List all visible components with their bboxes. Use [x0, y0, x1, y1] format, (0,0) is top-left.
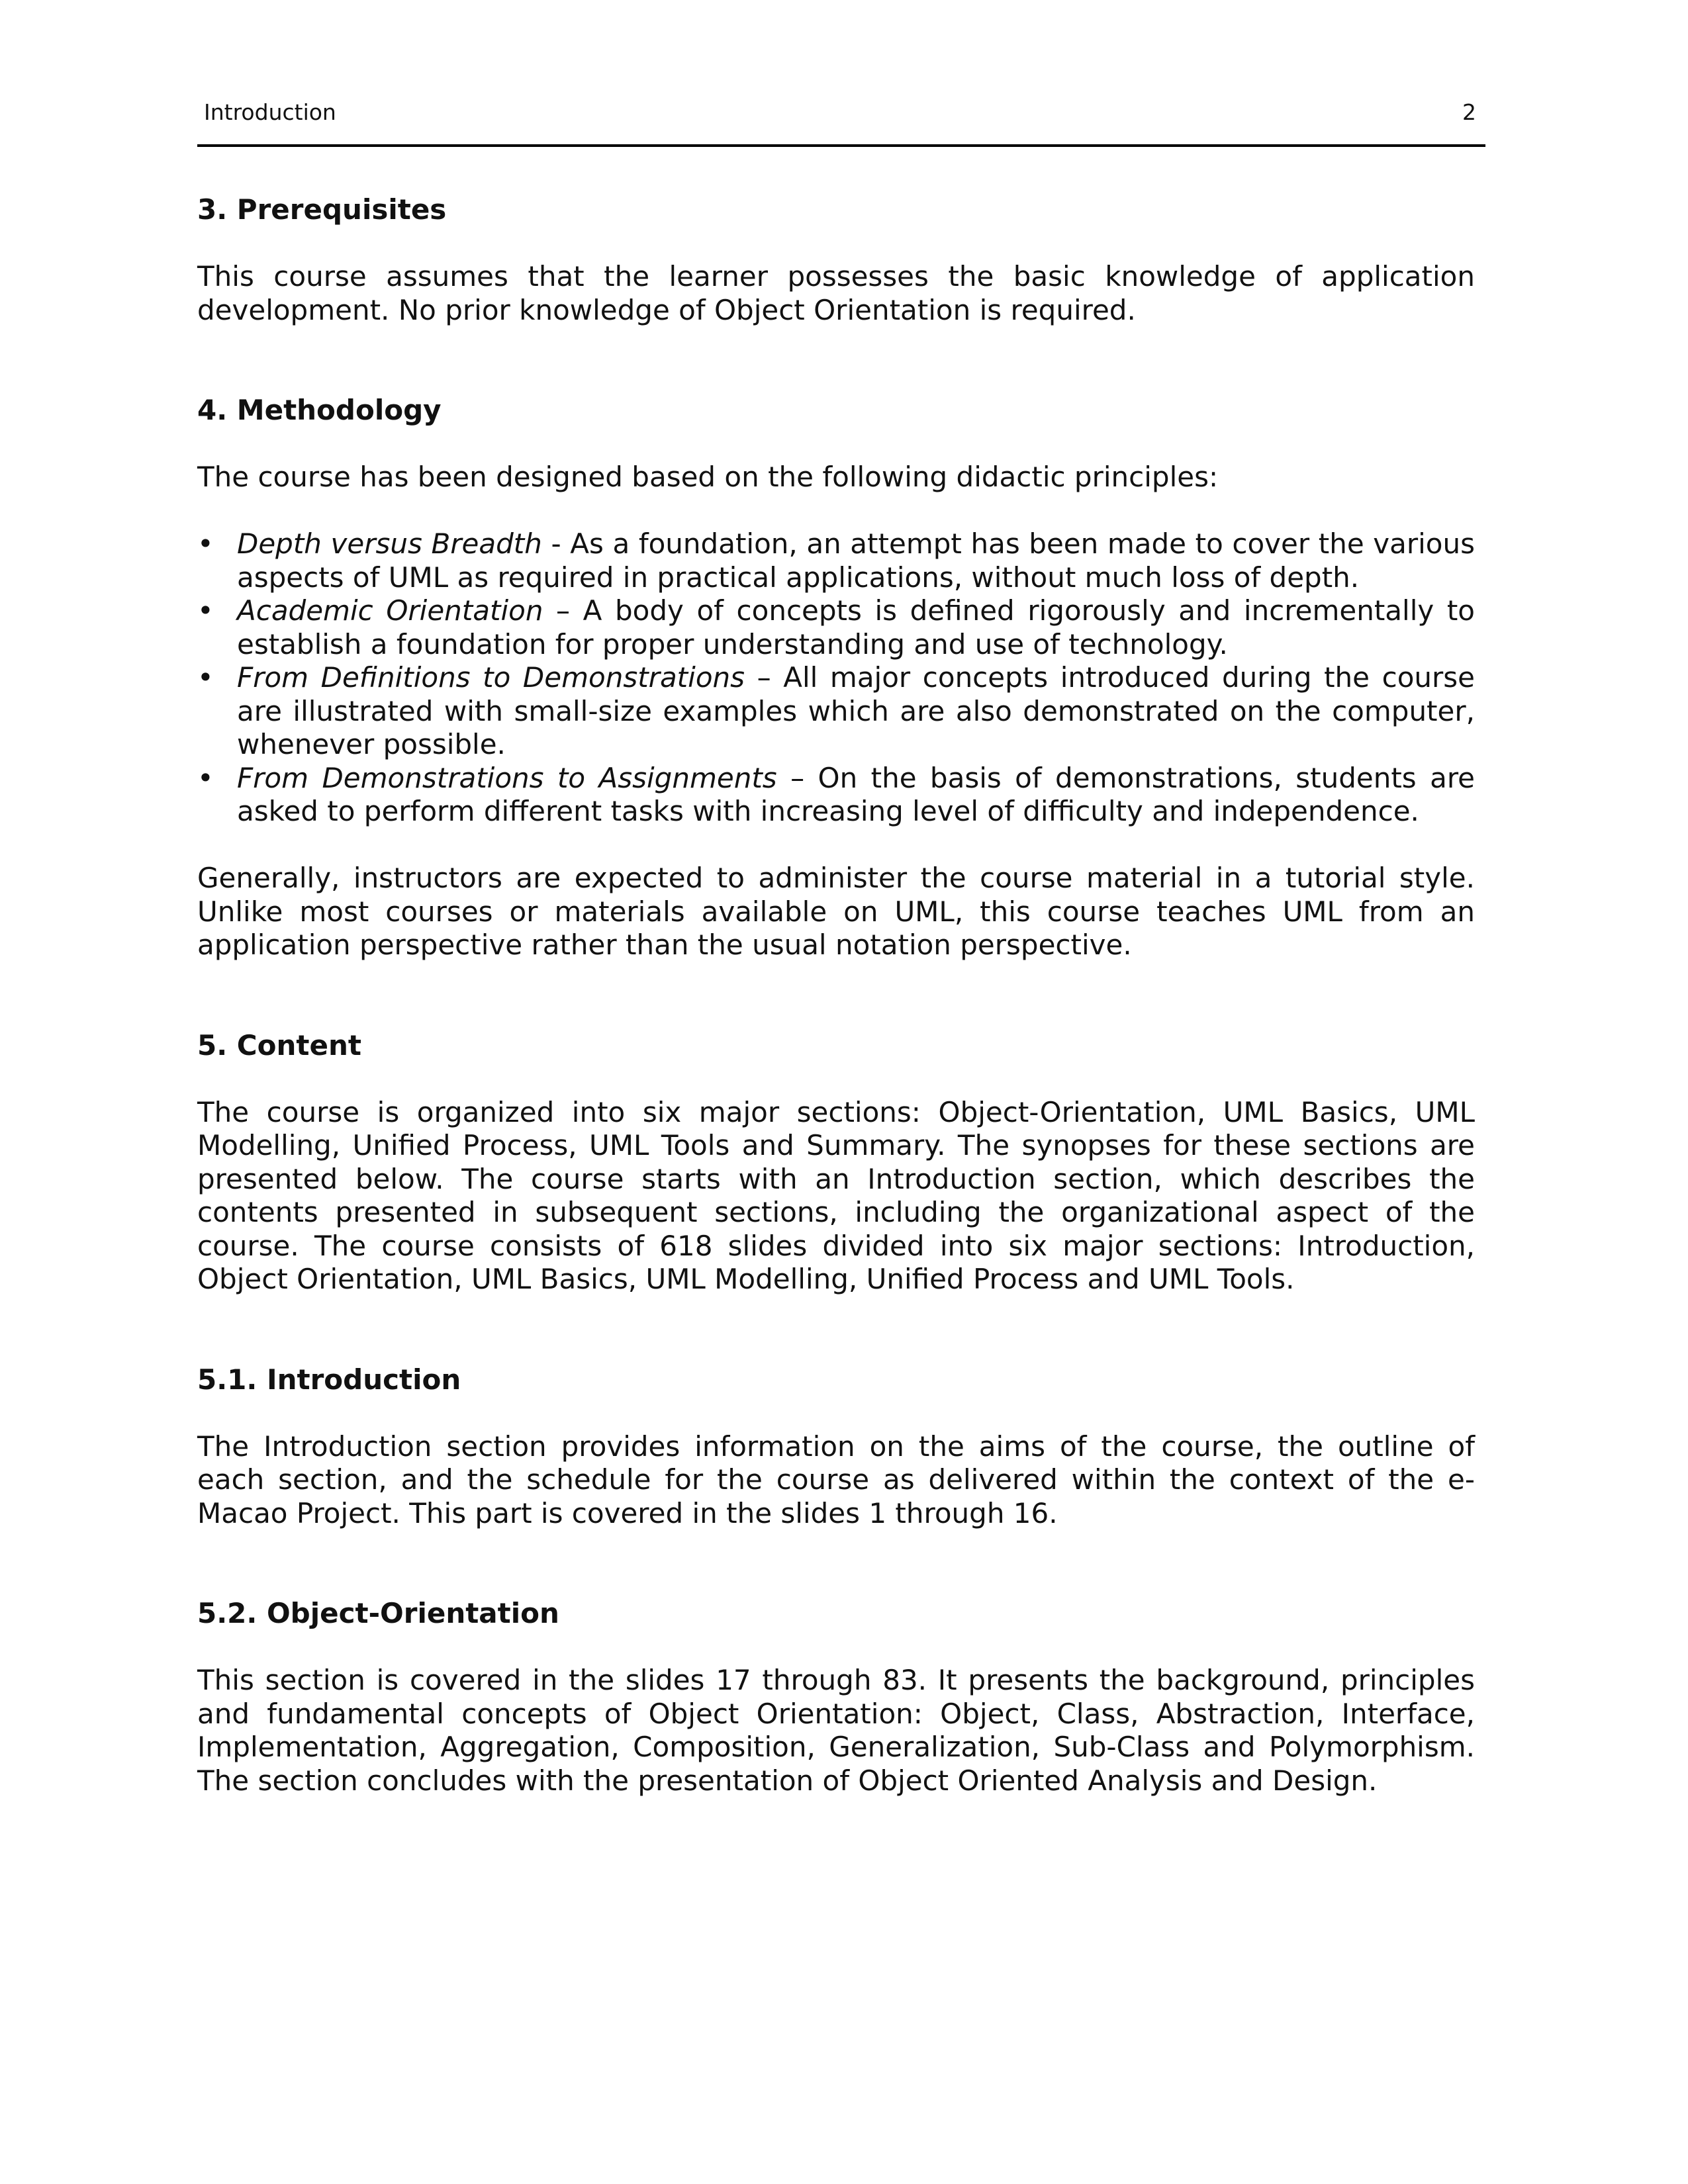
header-title: Introduction: [204, 99, 336, 125]
list-item: [197, 762, 1475, 829]
list-item: [197, 661, 1475, 762]
content-heading: 5. Content: [197, 1028, 361, 1062]
principle-separator: –: [745, 661, 784, 694]
principle-title: Academic Orientation: [237, 594, 543, 627]
prerequisites-heading: 3. Prerequisites: [197, 193, 447, 226]
principle-title: From Demonstrations to Assignments: [237, 761, 777, 794]
section-spacer: [197, 995, 1475, 1029]
principle-separator: –: [776, 761, 818, 794]
bullet-icon: •: [197, 761, 214, 794]
principle-separator: –: [543, 594, 583, 627]
introduction-paragraph: The Introduction section provides information on the aims of the course, the outline of each section, and the schedule for the course as delivered within the context of the e-Macao Project. This part is covered in the slides 1 through 16.: [197, 1430, 1475, 1529]
content-paragraph: The course is organized into six major sections: Object-Orientation, UML Basics, UML Modelling, Unified Process, UML Tools and Summary. The synopses for these sections are presented below. The course starts with an Introduction section, which describes the contents presented in subsequent sections, including the organizational aspect of the course. The course consists of 618 slides divided into six major sections: Introduction, Object Orientation, UML Basics, UML Modelling, Unified Process and UML Tools.: [197, 1095, 1475, 1295]
header-rule: [197, 144, 1485, 147]
principle-text: All major concepts introduced during the course are illustrated with small-size examples which are also demonstrated on the computer, whenever possible.: [237, 661, 1475, 760]
bullet-icon: •: [197, 661, 214, 694]
object-orientation-paragraph: This section is covered in the slides 17 through 83. It presents the background, principles and fundamental concepts of Object Orientation: Object, Class, Abstraction, Interface, Implementation, Aggregation, Composition, Generalization, Sub-Class and Polymorphism. The section concludes with the presentation of Object Oriented Analysis and Design.: [197, 1664, 1475, 1797]
introduction-heading: 5.1. Introduction: [197, 1363, 461, 1396]
methodology-closing: Generally, instructors are expected to administer the course material in a tutorial style. Unlike most courses or materials available on UML, this course teaches UML from an application perspective rather than the usual notation perspective.: [197, 862, 1475, 961]
methodology-heading: 4. Methodology: [197, 394, 442, 426]
principles-list: [197, 527, 1475, 829]
section-spacer: [197, 1330, 1475, 1363]
list-item: [197, 594, 1475, 661]
principle-separator: -: [541, 527, 571, 560]
bullet-icon: •: [197, 594, 214, 627]
bullet-icon: •: [197, 527, 214, 560]
principle-text: A body of concepts is defined rigorously and incrementally to establish a foundation for proper understanding and use of technology.: [237, 594, 1475, 660]
principle-text: As a foundation, an attempt has been made to cover the various aspects of UML as required in practical applications, without much loss of depth.: [237, 527, 1475, 594]
principle-text: On the basis of demonstrations, students are asked to perform different tasks with increasing level of difficulty and independence.: [237, 761, 1476, 827]
list-item: [197, 527, 1475, 594]
running-header: [199, 98, 1483, 131]
object-orientation-heading: 5.2. Object-Orientation: [197, 1597, 559, 1629]
methodology-intro: The course has been designed based on the following didactic principles:: [197, 461, 1219, 493]
section-spacer: [197, 1564, 1475, 1598]
page-number: 2: [1462, 99, 1476, 125]
principle-title: From Definitions to Demonstrations: [237, 661, 745, 694]
document-body: [197, 193, 1475, 1831]
principle-title: Depth versus Breadth: [237, 527, 542, 560]
section-spacer: [197, 361, 1475, 394]
prerequisites-paragraph: This course assumes that the learner possesses the basic knowledge of application development. No prior knowledge of Object Orientation is required.: [197, 260, 1475, 326]
